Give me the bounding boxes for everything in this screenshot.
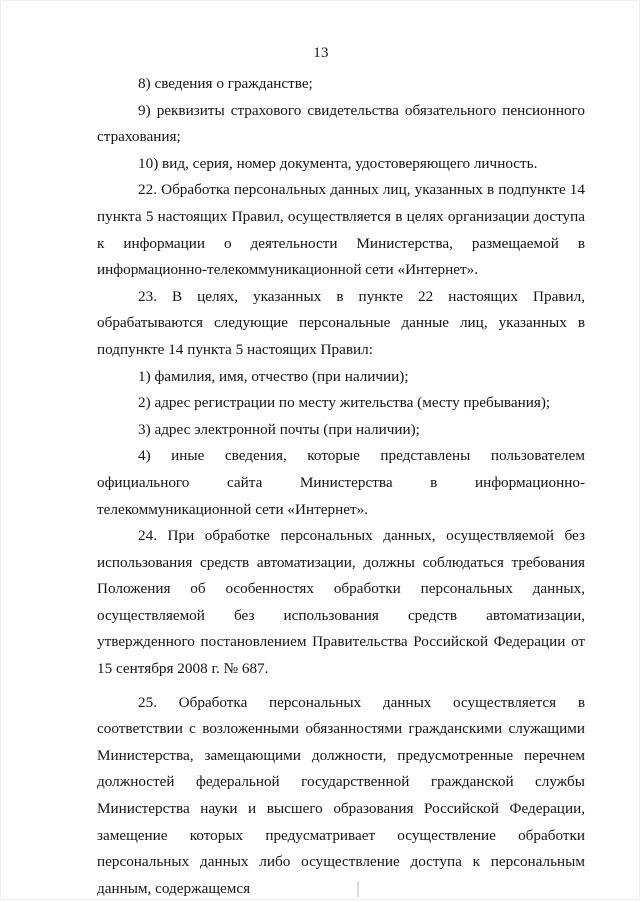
scan-mark xyxy=(357,881,359,897)
paragraph-section-24: 24. При обработке персональных данных, осуществляемой без использования средств автоматизации, должны соблюдаться требования Положения об особенностях обработки персональных данных, осуществляемой без использования средств автоматизации, утвержденного постановлением Правительства Российской Федерации от 15 сентября 2008 г. № 687. xyxy=(97,527,585,678)
paragraph-section-23: 23. В целях, указанных в пункте 22 настоящих Правил, обрабатываются следующие персональные данные лиц, указанных в подпункте 14 пункта 5 настоящих Правил: xyxy=(97,287,585,358)
paragraph-spacer xyxy=(97,683,585,690)
paragraph-section-25: 25. Обработка персональных данных осуществляется в соответствии с возложенными обязанностями гражданскими служащими Министерства, замещающими должности, предусмотренные перечнем должностей федеральной государственной гражданской службы Министерства науки и высшего образования Российской Федерации, замещение которых предусматривает осуществление обработки персональных данных либо осуществление доступа к персональным данным, содержащемся xyxy=(97,693,585,897)
paragraph-subitem-3: 3) адрес электронной почты (при наличии); xyxy=(138,420,420,438)
paragraph-item-10: 10) вид, серия, номер документа, удостоверяющего личность. xyxy=(138,154,538,172)
paragraph-item-9: 9) реквизиты страхового свидетельства обязательного пенсионного страхования; xyxy=(97,101,585,146)
paragraph-subitem-1: 1) фамилия, имя, отчество (при наличии); xyxy=(138,367,409,385)
paragraph-subitem-4: 4) иные сведения, которые представлены пользователем официального сайта Министерства в информационно-телекоммуникационной сети «Интернет». xyxy=(97,447,585,518)
paragraph-item-8: 8) сведения о гражданстве; xyxy=(138,75,313,92)
document-body xyxy=(97,71,585,902)
paragraph-subitem-2: 2) адрес регистрации по месту жительства (месту пребывания); xyxy=(138,394,551,412)
paragraph-section-22: 22. Обработка персональных данных лиц, указанных в подпункте 14 пункта 5 настоящих Правил, осуществляется в целях организации доступа к информации о деятельности Министерства, размещаемой в информационно-телекоммуникационной сети «Интернет». xyxy=(97,181,585,279)
page-number: 13 xyxy=(313,45,329,61)
